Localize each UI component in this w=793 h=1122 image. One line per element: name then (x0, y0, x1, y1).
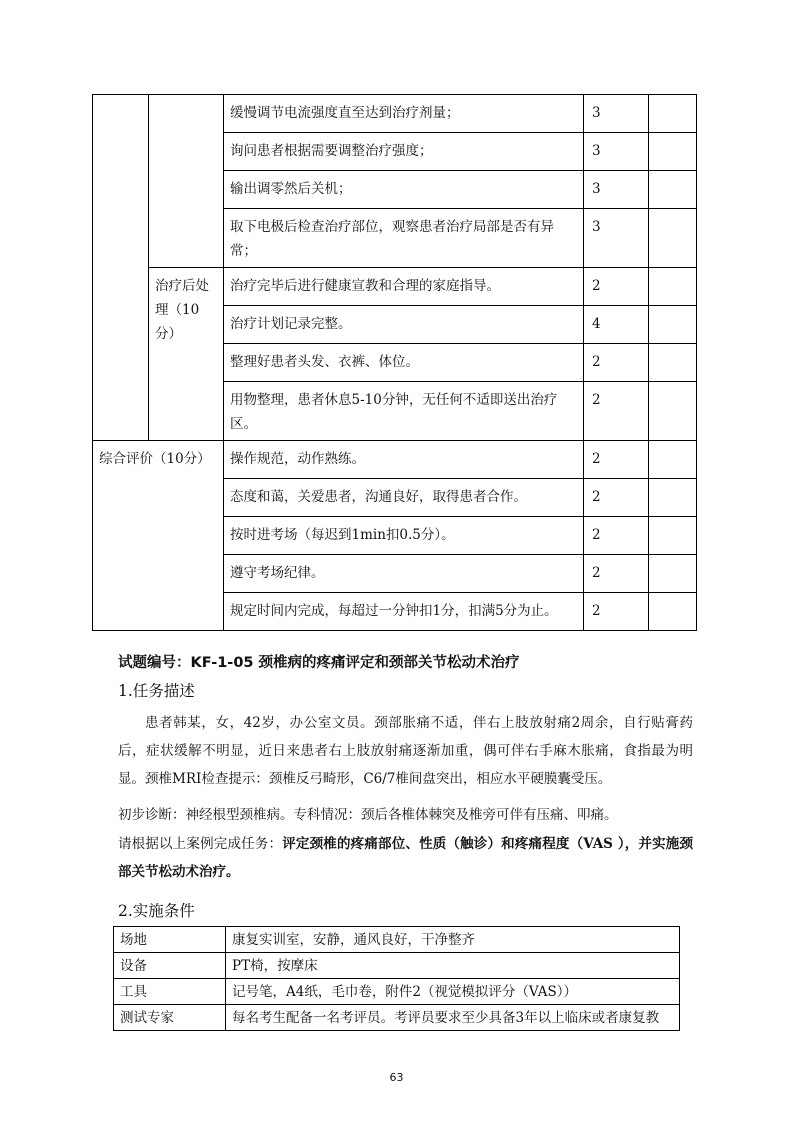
table-row (93, 441, 697, 479)
overall-evaluation-label: 综合评价（10分） (93, 441, 224, 631)
score-cell (649, 382, 697, 441)
condition-label: 设备 (114, 953, 226, 979)
task-prefix: 请根据以上案例完成任务： (118, 836, 283, 852)
item-cell: 操作规范，动作熟练。 (224, 441, 584, 479)
item-cell: 询问患者根据需要调整治疗强度； (224, 133, 584, 171)
points-cell: 3 (584, 209, 649, 268)
points-cell: 3 (584, 171, 649, 209)
category-cell-blank (93, 95, 149, 441)
condition-label: 测试专家 (114, 1005, 226, 1031)
score-cell (649, 209, 697, 268)
score-cell (649, 517, 697, 555)
table-row (114, 1005, 680, 1031)
item-cell: 缓慢调节电流强度直至达到治疗剂量； (224, 95, 584, 133)
table-row (114, 927, 680, 953)
conditions-table (113, 926, 680, 1031)
condition-value: PT椅，按摩床 (226, 953, 680, 979)
condition-value: 康复实训室，安静，通风良好，干净整齐 (226, 927, 680, 953)
points-cell: 2 (584, 344, 649, 382)
condition-label: 工具 (114, 979, 226, 1005)
score-cell (649, 344, 697, 382)
task-paragraph (118, 830, 693, 886)
points-cell: 4 (584, 306, 649, 344)
points-cell: 2 (584, 593, 649, 631)
points-cell: 2 (584, 479, 649, 517)
score-cell (649, 133, 697, 171)
score-cell (649, 555, 697, 593)
subcategory-cell-blank (149, 95, 224, 268)
item-cell: 用物整理，患者休息5-10分钟，无任何不适即送出治疗区。 (224, 382, 584, 441)
points-cell: 2 (584, 268, 649, 306)
item-cell: 态度和蔼，关爱患者，沟通良好，取得患者合作。 (224, 479, 584, 517)
score-cell (649, 171, 697, 209)
score-cell (649, 306, 697, 344)
exam-title: 试题编号：KF-1-05 颈椎病的疼痛评定和颈部关节松动术治疗 (118, 655, 520, 671)
score-cell (649, 479, 697, 517)
item-cell: 输出调零然后关机； (224, 171, 584, 209)
item-cell: 规定时间内完成，每超过一分钟扣1分，扣满5分为止。 (224, 593, 584, 631)
post-treatment-label: 治疗后处理（10分） (149, 268, 224, 441)
table-row (114, 979, 680, 1005)
points-cell: 3 (584, 95, 649, 133)
score-cell (649, 95, 697, 133)
condition-value: 记号笔，A4纸，毛巾卷，附件2（视觉模拟评分（VAS）） (226, 979, 680, 1005)
points-cell: 3 (584, 133, 649, 171)
conditions-heading: 2.实施条件 (118, 902, 195, 920)
points-cell: 2 (584, 382, 649, 441)
item-cell: 按时进考场（每迟到1min扣0.5分）。 (224, 517, 584, 555)
table-row (93, 268, 697, 306)
table-row (93, 95, 697, 133)
table-row (114, 953, 680, 979)
points-cell: 2 (584, 517, 649, 555)
score-cell (649, 593, 697, 631)
item-cell: 遵守考场纪律。 (224, 555, 584, 593)
score-cell (649, 268, 697, 306)
case-paragraph: 患者韩某，女，42岁，办公室文员。颈部胀痛不适，伴右上肢放射痛2周余，自行贴膏药后，症状缓解不明显，近日来患者右上肢放射痛逐渐加重，偶可伴右手麻木胀痛，食指最为明显。颈椎MRI检查提示：颈椎反弓畸形，C6/7椎间盘突出，相应水平硬膜囊受压。 (118, 715, 693, 787)
condition-value: 每名考生配备一名考评员。考评员要求至少具备3年以上临床或者康复教 (226, 1005, 680, 1031)
diagnosis-paragraph: 初步诊断：神经根型颈椎病。专科情况：颈后各椎体棘突及椎旁可伴有压痛、叩痛。 (118, 807, 618, 823)
score-cell (649, 441, 697, 479)
item-cell: 取下电极后检查治疗部位，观察患者治疗局部是否有异常； (224, 209, 584, 268)
scoring-table (92, 94, 697, 631)
points-cell: 2 (584, 555, 649, 593)
task-heading: 1.任务描述 (118, 682, 195, 700)
item-cell: 治疗计划记录完整。 (224, 306, 584, 344)
item-cell: 治疗完毕后进行健康宣教和合理的家庭指导。 (224, 268, 584, 306)
item-cell: 整理好患者头发、衣裤、体位。 (224, 344, 584, 382)
page-number: 63 (389, 1071, 404, 1084)
points-cell: 2 (584, 441, 649, 479)
task-requirement: 评定颈椎的疼痛部位、性质（触诊）和疼痛程度（VAS ），并实施颈部关节松动术治疗。 (118, 836, 693, 880)
condition-label: 场地 (114, 927, 226, 953)
